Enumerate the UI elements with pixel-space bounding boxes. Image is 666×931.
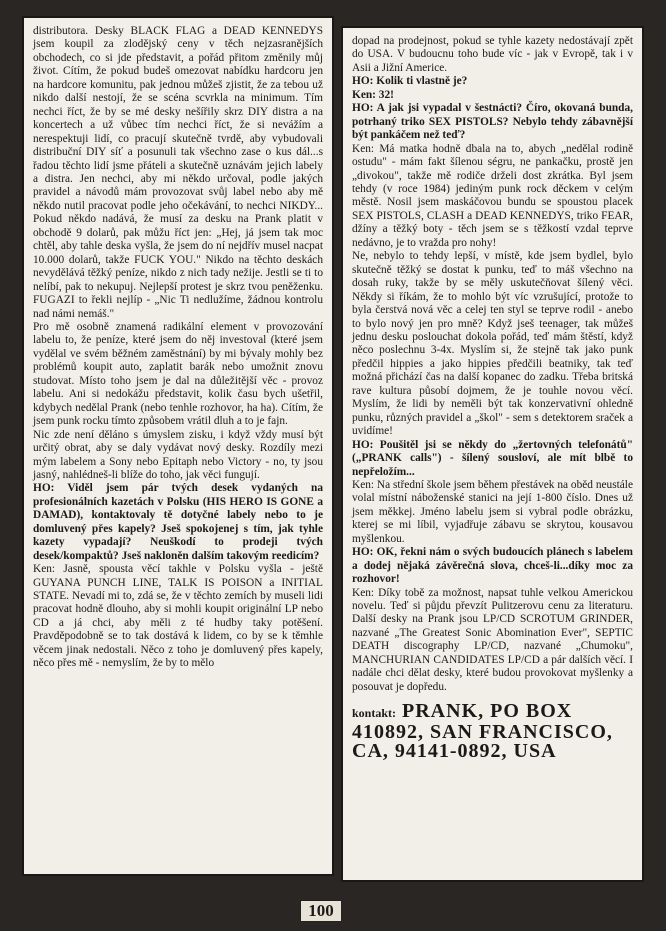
contact-block <box>352 702 633 761</box>
interview-answer: Ken: Jasně, spousta věcí takhle v Polsku vyšla - ještě GUYANA PUNCH LINE, TALK IS POISON a INITIAL STATE. Nevadí mi to, zdá se, že v těchto zemích by museli lidi pracovat hodně dlouho, aby si mohli koupit originální LP nebo CD a já chci, aby měli z té hudby taky potěšení. Pravděpodobně se to tak dostává k lidem, co by se k těmhle věcem jinak nedostali. Něco z toho je domluvený přes kapely, něco přes mě - nemyslím, že by to mělo <box>33 563 323 670</box>
interview-question: HO: Viděl jsem pár tvých desek vydaných na profesionálních kazetách v Polsku (HIS HERO IS GONE a DAMAD), kontaktovaly tě dotyčné labely nebo to je domluvený přes kapely? Jseš spokojenej s tím, jak tyhle kazety vypadají? Neuškodí to prodeji tvých desek/kompaktů? Jseš nakloněn dalším takovým reedicím? <box>33 482 323 562</box>
interview-question: HO: Kolik ti vlastně je? <box>352 75 468 88</box>
paragraph: Ken: Má matka hodně dbala na to, abych „nedělal rodině ostudu" - mám fakt šílenou ségru, ne pankačku, prostě jen „divokou", takže mě rodiče drželi dost zkrátka. Byl jsem tehdy (v roce 1984) jediným punk rock děckem v celým městě. Nosil jsem maskáčovou bundu se spoustou placek SEX PISTOLS, CLASH a DEAD KENNEDYS, triko FEAR, džíny a těžký boty - těch jsem se s těžkostí vzdal teprve nedávno, je to vražda pro nohy! <box>352 142 633 249</box>
right-column <box>341 26 644 882</box>
contact-label: kontakt: <box>352 706 397 721</box>
interview-question: HO: OK, řekni nám o svých budoucích plánech s labelem a dodej nějaká závěrečná slova, chceš-li...díky moc za rozhovor! <box>352 546 633 586</box>
interview-question: Ken: 32! <box>352 88 394 101</box>
contact-address: PRANK, PO BOX 410892, SAN FRANCISCO, CA, 94141-0892, USA <box>352 700 613 763</box>
paragraph: Nic zde není děláno s úmyslem zisku, i když vždy musí být určitý obrat, aby se daly vydávat nový desky. Rozdíly mezi mým labelem a Sony nebo Epitaph nebo Victory - no, ty jsou jasný, nahlédneš-li blíže do toho, jak věci fungují. <box>33 428 323 481</box>
paragraph: dopad na prodejnost, pokud se tyhle kazety nedostávají zpět do USA. V budoucnu toho bude víc - jak v Evropě, tak i v Asii a Jižní Americe. <box>352 35 633 74</box>
paragraph: Pro mě osobně znamená radikální element v provozování labelu to, že peníze, které jsem do něj investoval (které jsem vydělal ve svém běžném zaměstnání) by mi bývaly mohly bez problémů koupit auto, zaplatit barák nebo umožnit znovu studovat. Místo toho jsem je dal na důležitější věc - provoz labelu. Ani si nedokážu představit, kolik času bych ušetřil, kdybych nedělal Prank (nebo tenhle rozhovor, ha ha). Cítím, že jsem punk rocku tímto způsobem vrátil dluh a to je fajn. <box>33 320 323 428</box>
paragraph: distributora. Desky BLACK FLAG a DEAD KENNEDYS jsem koupil za zlodějský ceny v těch nejzasranějších obchodech, co si jde představit, a pořád přitom změnily můj život. Cítím, že pokud budeš omezovat nabídku hardcoru jen na hardcore komunitu, pak jednou můžeš zjistit, že za tebou už nikdo další nestojí, že se scéna scvrkla na minimum. Tím nechci říct, že by se mé desky nešířily skrz DIY distra a na koncertech a už vůbec tím nechci říct, že si nevážím a nerespektuji lidí, co pracují skutečně tvrdě, aby vybudovali distribuční DIY síť a posunuli tak všechno zase o kus dál...s řadou těchto lidí jsme přáteli a skutečně uznávám jejich labely a distra. Jen nechci, aby mi někdo určoval, podle jakých pravidel a návodů mám provozovat svůj label nebo aby mě někdo nutil pracovat podle jeho očekávání, to nechci NIKDY... Pokud někdo nadává, že musí za desku na Prank platit v obchodě 9 dolarů, pak můžu říct jen: „Hej, já jsem tak moc chtěl, aby tahle deska vyšla, že jsem do ní nejdřív musel nacpat 10.000 dolarů, takže FUCK YOU." Nikdo na těchto deskách nevydělává těžký peníze, nikdo z nich tady nežije. Jestli se ti to nelíbí, pak to nekupuj. Nejlepší protest je skrz tvou peněženku. FUGAZI to řekli nejlíp - „Nic Ti nedlužíme, žádnou kontrolu nad námi nemáš." <box>33 25 323 320</box>
paragraph: Ken: Na střední škole jsem během přestávek na oběd neustále volal místní náboženské stanici na její 1-800 číslo. Dnes už jsem měkkej. Jméno labelu jsem si vybral podle obrázku, kterej se mi líbil, vyjadřuje zábavu se skrytou, kousavou myšlenkou. <box>352 478 633 545</box>
page-number: 100 <box>300 900 342 922</box>
paragraph: Ken: Díky tobě za možnost, napsat tuhle velkou Americkou novelu. Teď si půjdu převzít Pulitzerovu cenu za literaturu. Další desky na Prank jsou LP/CD SCROTUM GRINDER, nazvané „The Greatest Sonic Abomination Ever", SEPTIC DEATH discography LP/CD, nazvané „Chumoku", MANCHURIAN CANDIDATES LP/CD a pár dalších věcí. I nadále chci dělat desky, které budou provokovat myšlenky a posouvat je dopředu. <box>352 586 633 693</box>
left-column <box>22 16 334 876</box>
interview-question: HO: Poušitěl jsi se někdy do „žertovných telefonátů" („PRANK calls") - šílený sousloví, ale mít blbě to nepřeložím... <box>352 438 633 478</box>
paragraph: Ne, nebylo to tehdy lepší, v místě, kde jsem bydlel, bylo skutečně těžký se dostat k punku, teď to máš všechno na dosah ruky, takže by se měly uskutečňovat šílený věci. Někdy si říkám, že to mohlo být víc vzrušující, protože to byla čerstvá nová věc a celej ten styl se teprve rodil - anebo to bylo nový jen pro mně? Když jseš teenager, tak můžeš jednu desku poslouchat dokola pořád, teď mám štěstí, když něco poslechnu 3-4x. Myslím si, že stejně tak jako punk předčil hippies a jako hippies předčili beatniky, tak teď možná přichází čas na další kopanec do zadku. Třeba britská rave kultura působí dojmem, že je touhle novou věcí. Myslím, že lidi by neměli být tak konzervativní ohledně punku, různých pravidel a „škol" - sem s detektorem sraček a uvidíme! <box>352 250 633 438</box>
interview-question: HO: A jak jsi vypadal v šestnácti? Číro, okovaná bunda, potrhaný triko SEX PISTOLS? Nebylo tehdy zábavnější být pankáčem než teď? <box>352 102 633 142</box>
right-column-paragraphs <box>352 35 633 694</box>
